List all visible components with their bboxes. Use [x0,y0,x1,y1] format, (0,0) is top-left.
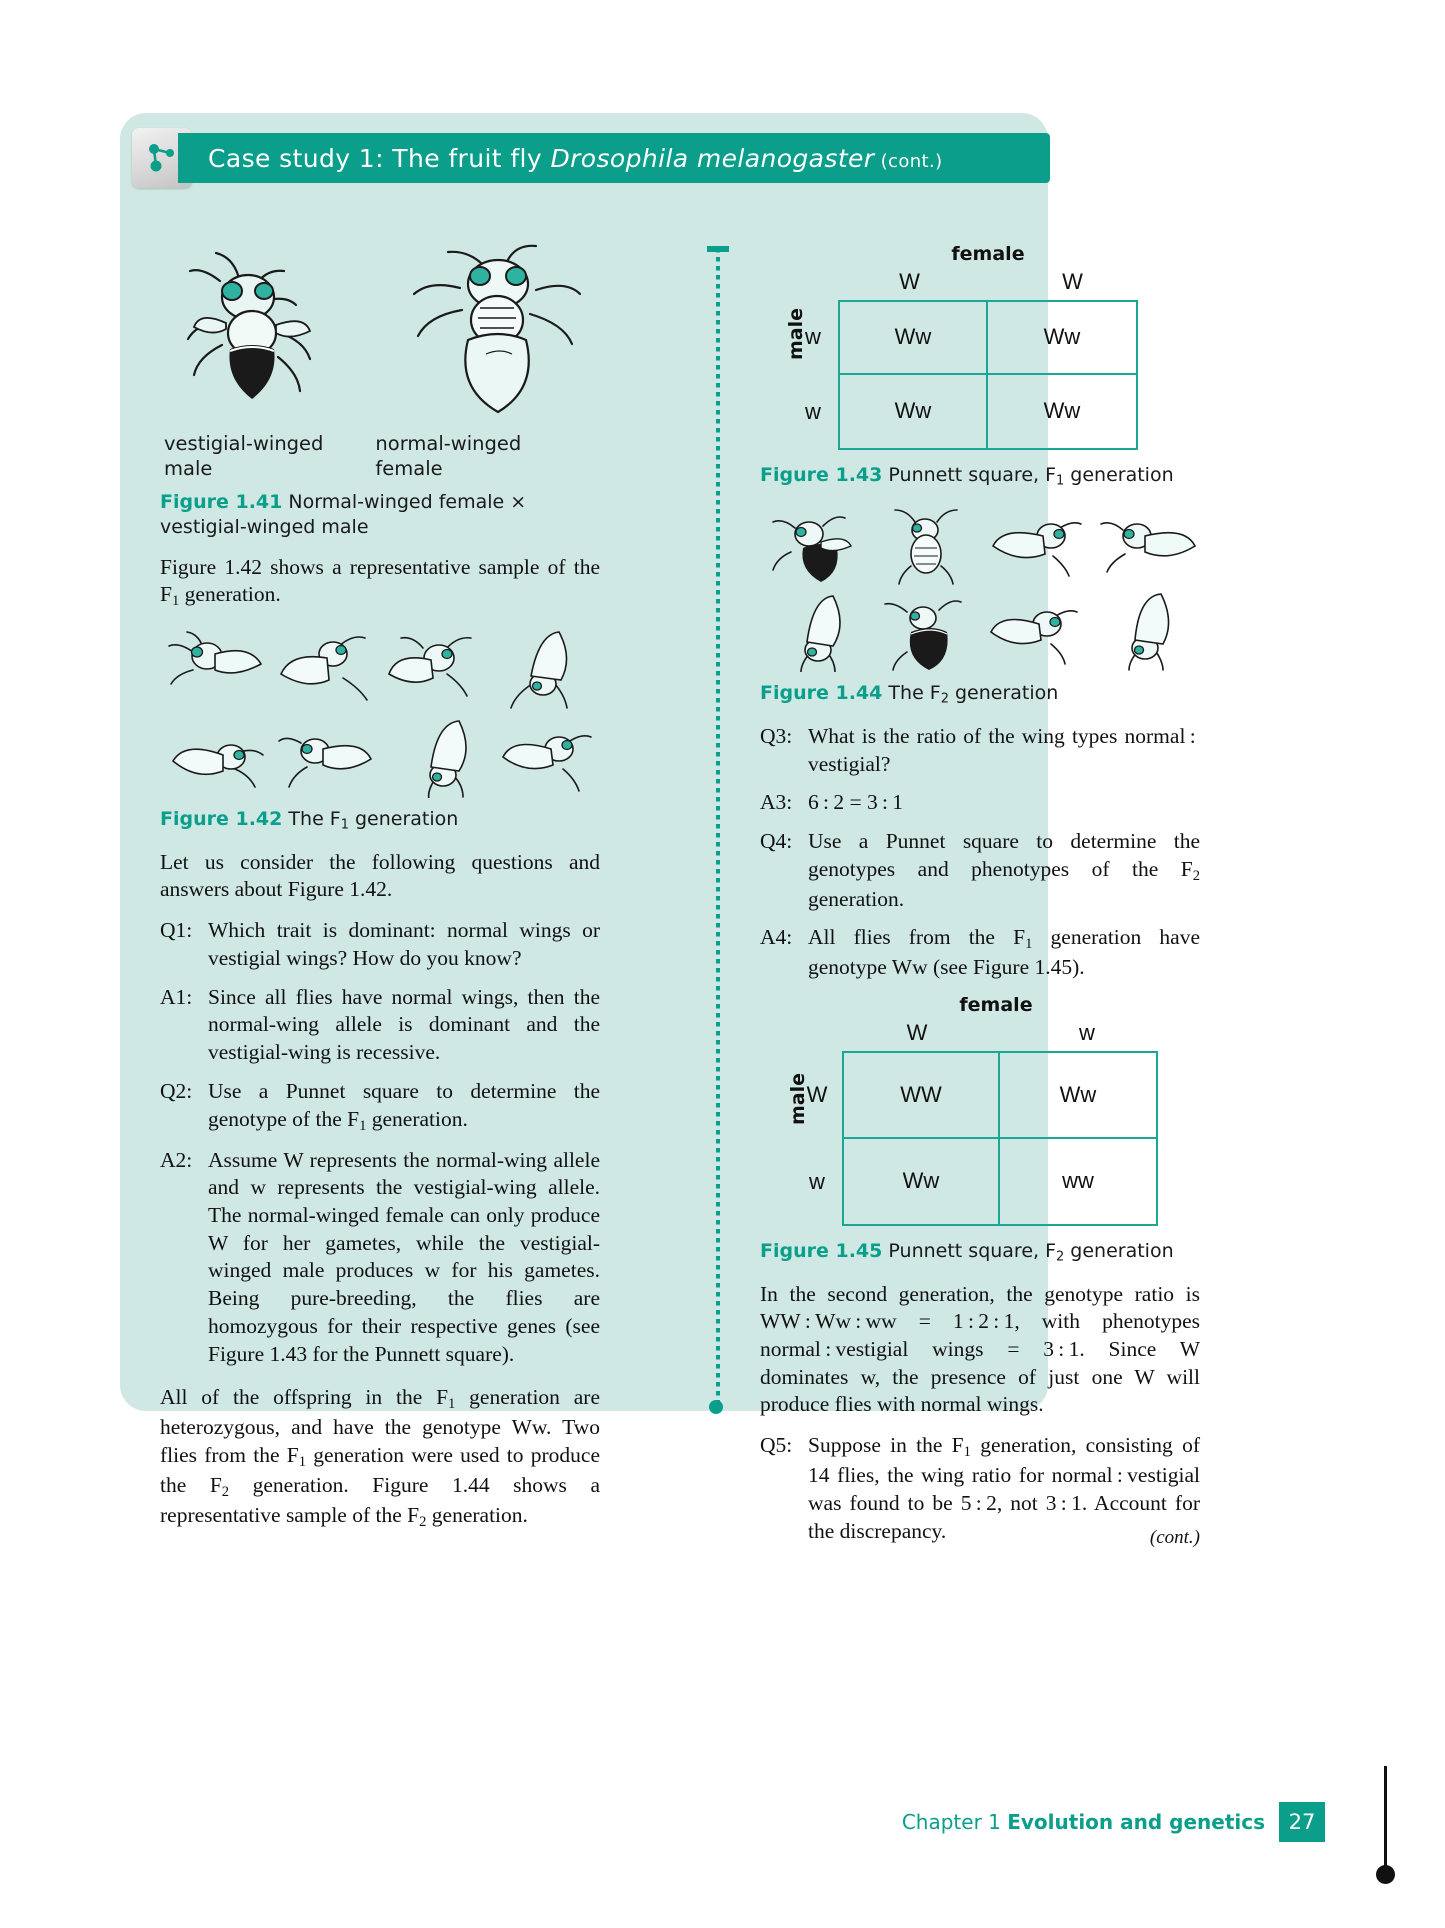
punnett-f1-top-label: female [951,243,1025,265]
fly-icon [983,590,1088,672]
punnett-f2-cell-0: WW [844,1053,1000,1139]
punnett-f2-row-0: W [806,1081,828,1107]
punnett-f1-col-1: W [1062,269,1083,294]
qa-tag: A1: [160,984,193,1009]
fly-icon [983,504,1088,586]
figure-1-44-label: Figure 1.44 [760,682,883,705]
qa-tag: A3: [760,790,793,815]
qa-item-q2 [160,1078,600,1136]
label-normal-female: normal-winged female [375,432,522,481]
qa-text: What is the ratio of the wing types normal : vestigial? [808,723,1200,776]
figure-1-45-text: Punnett square, $F_2$ generation [882,1240,1174,1265]
qa-item-a1 [160,984,600,1067]
figure-1-41-caption [160,490,600,539]
punnett-f2-cell-3: ww [1062,1168,1094,1194]
qa-text: All flies from the $F_1$ generation have genotype Ww (see Figure 1.45). [808,925,1200,980]
figure-1-44-caption [760,681,1200,708]
figure-1-42-text: The $F_1$ generation [282,808,459,833]
punnett-f1-cell-0: Ww [840,302,988,375]
fly-icon [1093,504,1198,586]
qa-item-a3 [760,789,1200,817]
fly-icon [163,624,268,709]
qa-tag: Q2: [160,1078,193,1103]
fly-icon [383,713,488,798]
punnett-f1-row-0: w [805,324,821,350]
page-title [208,144,943,173]
qa-item-q1 [160,917,600,972]
punnett-f1-cell-1: Ww [988,302,1136,375]
fly-icon [273,713,378,798]
qa-item-q3 [760,723,1200,778]
normal-winged-female-fly [390,236,600,431]
punnett-f1-side-label: male [785,307,807,360]
punnett-f1-row-headers [798,300,828,450]
punnett-f2-col-1: w [1079,1020,1095,1046]
qa-item-a2 [160,1147,600,1369]
punnett-f2-side-label: male [787,1073,809,1126]
figure-1-43-text: Punnett square, $F_1$ generation [882,464,1174,489]
qa-item-a4 [760,924,1200,982]
divider-end-dot [709,1400,723,1414]
fly-icon [383,624,488,709]
fly-icon-vestigial [763,504,868,586]
figure-1-42-caption [160,807,600,834]
figure-1-45-label: Figure 1.45 [760,1240,883,1263]
figure-1-41-text: Normal-winged female × vestigial-winged male [160,491,527,538]
qa-text: Use a Punnet square to determine the genotypes and phenotypes of the $F_2$ generation. [808,829,1200,911]
column-divider [716,248,720,1408]
edge-marker-dot [1376,1865,1395,1884]
punnett-f2-row-headers [802,1051,832,1226]
qa-text: Suppose in the $F_1$ generation, consisting of 14 flies, the wing ratio for normal : vestigial was found to be 5 : 2, not 3 : 1. Account for the discrepancy. [808,1433,1200,1543]
case-study-header [178,133,1050,183]
punnett-f1-grid [838,300,1138,450]
qa-item-q4 [760,828,1200,913]
qa-tag: Q3: [760,723,793,748]
qa-tag: Q1: [160,918,193,943]
title-cont: (cont.) [874,150,943,172]
paragraph-second-generation: In the second generation, the genotype ratio is WW : Ww : ww = 1 : 2 : 1, with phenotypes normal : vestigial wings = 3 : 1. Since W dominates w, the presence of just one W will produce flies with normal wings. [760,1281,1200,1417]
qa-text: Since all flies have normal wings, then the normal-wing allele is dominant and the vestigial-wing is recessive. [208,984,600,1065]
fly-icon-vestigial [873,504,978,586]
continued-note: (cont.) [1149,1527,1200,1549]
paragraph-offspring: All of the offspring in the $F_1$ generation are heterozygous, and have the genotype Ww. Two flies from the $F_1$ generation were used to produce the $F_2$ generation. Figure 1.44 shows a representative sample of the $F_2$ generation. [160,1385,600,1531]
punnett-square-f1 [770,242,1200,457]
punnett-f2-column-headers [832,1019,1172,1047]
left-column [160,236,600,1545]
f1-generation-illustration [160,624,600,798]
paragraph-fig142-intro: Figure 1.42 shows a representative sample of the $F_1$ generation. [160,554,600,610]
qa-item-q5 [760,1432,1200,1545]
qa-tag: Q4: [760,829,793,854]
fly-icon [763,590,868,672]
punnett-f2-cell-1: Ww [1000,1053,1156,1139]
fly-icon [163,713,268,798]
qa-tag: A2: [160,1147,193,1172]
figure-1-43-label: Figure 1.43 [760,464,883,486]
label-vestigial-male: vestigial-winged male [164,432,324,481]
qa-tag: A4: [760,925,793,950]
figure-1-42-label: Figure 1.42 [160,808,283,831]
vestigial-winged-male-fly [160,241,350,431]
chapter-title: Evolution and genetics [1007,1810,1265,1834]
qa-text: Which trait is dominant: normal wings or vestigial wings? How do you know? [208,918,600,970]
parent-flies-illustration [160,236,600,431]
fly-icon [1093,590,1198,672]
punnett-square-f2 [770,993,1200,1233]
fly-icon [493,713,598,798]
qa-text: 6 : 2 = 3 : 1 [808,790,904,815]
punnett-f2-col-0: W [906,1020,928,1046]
qa-tag: Q5: [760,1433,793,1458]
page-footer [902,1802,1325,1842]
fly-icon [273,624,378,709]
punnett-f1-row-1: w [805,399,821,425]
fly-icon-vestigial [873,590,978,672]
figure-1-43-caption [760,463,1200,490]
page-number: 27 [1279,1802,1325,1842]
punnett-f2-cell-2: Ww [844,1139,1000,1225]
figure-1-41-label: Figure 1.41 [160,491,283,514]
punnett-f1-cell-3: Ww [1043,398,1081,424]
parent-fly-labels [160,431,600,481]
paragraph-consider: Let us consider the following questions and answers about Figure 1.42. [160,849,600,902]
title-main: Case study 1: The fruit fly [208,143,551,173]
figure-1-45-caption [760,1239,1200,1266]
punnett-f1-cell-2: Ww [840,375,988,448]
f2-generation-illustration [760,504,1200,672]
punnett-f2-row-1: w [809,1169,825,1195]
edge-marker-line [1384,1766,1387,1878]
qa-text: Use a Punnet square to determine the genotype of the $F_1$ generation. [208,1078,600,1134]
punnett-f1-column-headers [828,268,1154,296]
chapter-label [902,1810,1265,1834]
right-column [760,236,1200,1551]
punnett-f1-col-0: W [899,269,920,294]
punnett-f2-grid [842,1051,1158,1226]
figure-1-44-text: The $F_2$ generation [882,682,1059,708]
title-species: Drosophila melanogaster [550,143,875,173]
fly-icon [493,624,598,709]
chapter-prefix: Chapter 1 [901,1810,1008,1834]
punnett-f2-top-label: female [959,994,1033,1017]
qa-text: Assume W represents the normal-wing allele and w represents the vestigial-wing allele. The normal-winged female can only produce W for her gametes, while the vestigial-winged male produces w for his gametes. Being pure-breeding, the flies are homozygous for their respective genes (see Figure 1.43 for the Punnett square). [208,1147,600,1366]
